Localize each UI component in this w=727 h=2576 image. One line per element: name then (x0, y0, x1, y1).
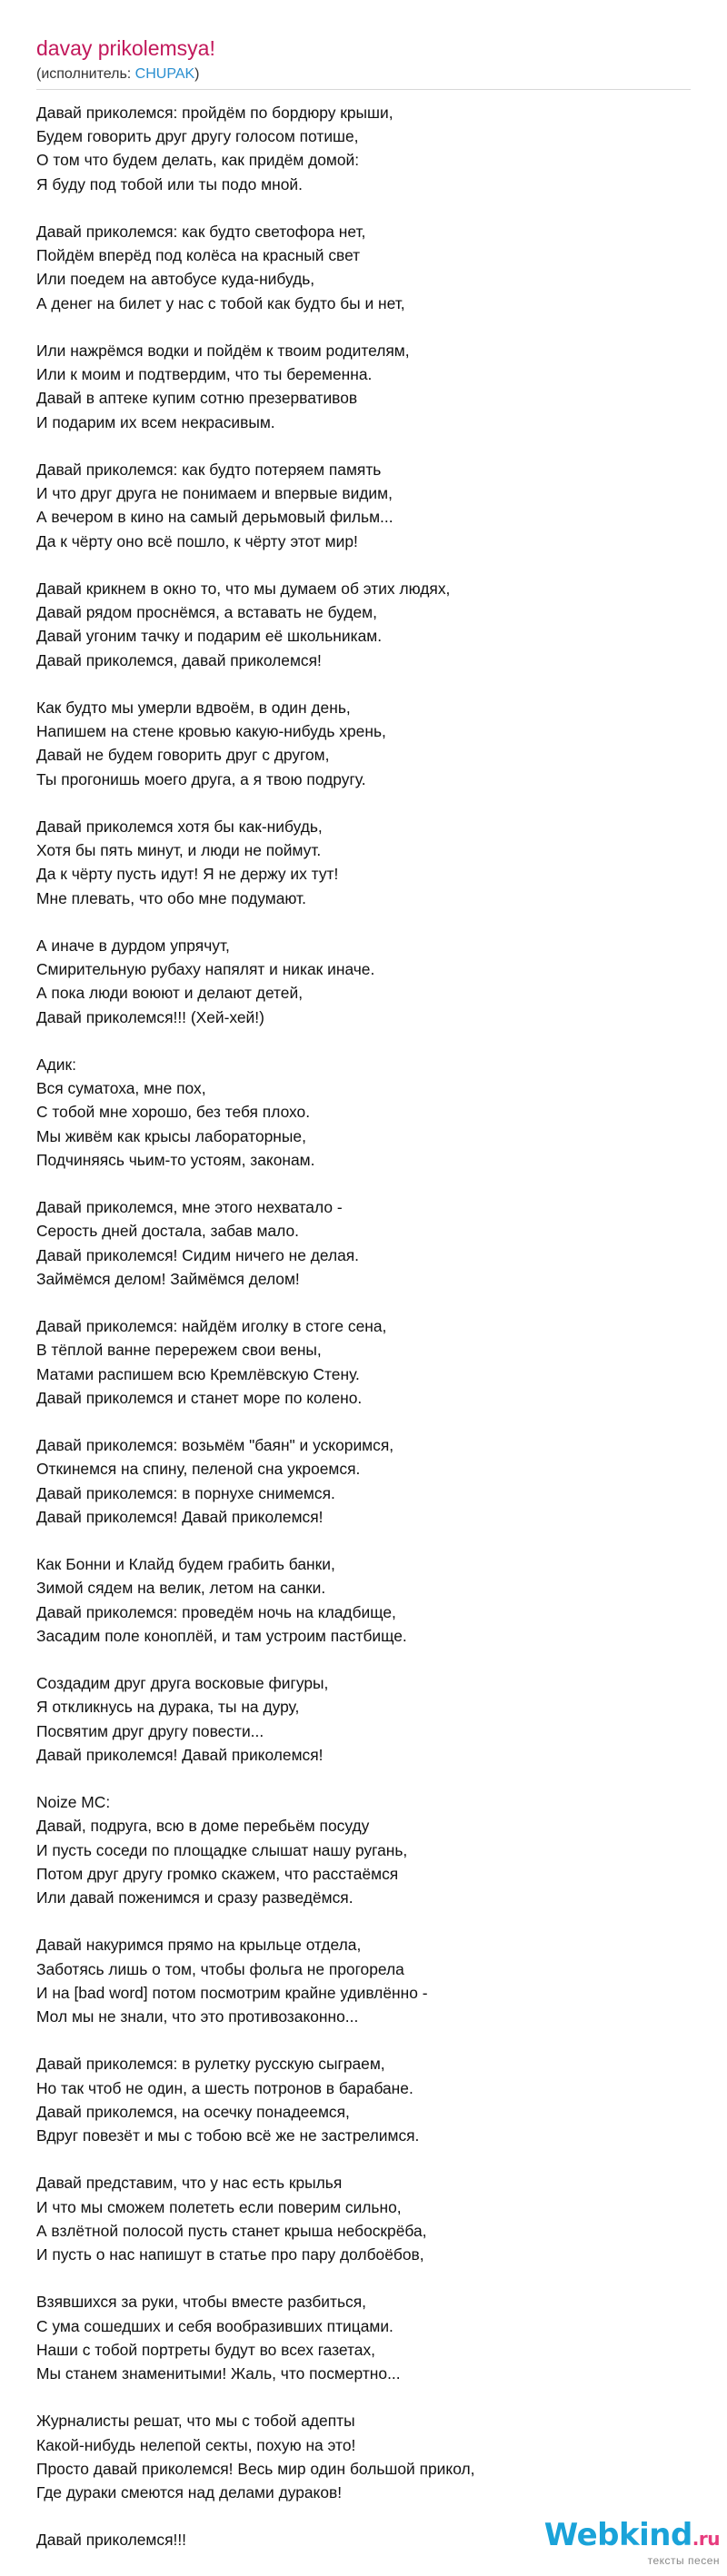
lyric-line: Просто давай приколемся! Весь мир один большой прикол, (36, 2459, 475, 2478)
lyric-line: Хотя бы пять минут, и люди не поймут. (36, 841, 322, 860)
lyric-line: Давай приколемся хотя бы как-нибудь, (36, 817, 323, 836)
lyric-line: Журналисты решат, что мы с тобой адепты (36, 2412, 355, 2431)
lyric-line: Подчиняясь чьим-то устоям, законам. (36, 1150, 315, 1169)
lyric-line: Давай приколемся: пройдём по бордюру крыши, (36, 104, 393, 122)
lyric-line: Давай крикнем в окно то, что мы думаем об этих людях, (36, 580, 451, 598)
lyric-line: Засадим поле коноплёй, и там устроим пастбище. (36, 1626, 407, 1645)
stanza (36, 1195, 691, 1291)
lyric-line: Давай приколемся: найдём иголку в стоге сена, (36, 1317, 387, 1336)
lyric-line: Наши с тобой портреты будут во всех газетах, (36, 2340, 375, 2359)
artist-prefix: (исполнитель: (36, 66, 135, 82)
lyric-line: Или к моим и подтвердим, что ты беременна. (36, 365, 373, 384)
lyric-line: Потом друг другу громко скажем, что расстаёмся (36, 1864, 399, 1883)
lyric-line: Создадим друг друга восковые фигуры, (36, 1674, 329, 1693)
lyric-line: Заботясь лишь о том, чтобы фольга не прогорела (36, 1959, 404, 1978)
lyric-line: Я буду под тобой или ты подо мной. (36, 174, 303, 193)
divider (36, 89, 691, 90)
lyric-line: Давай приколемся, мне этого нехватало - (36, 1198, 343, 1217)
stanza (36, 815, 691, 910)
stanza (36, 339, 691, 434)
logo-main: Webkind (543, 2517, 692, 2553)
lyric-line: Давай не будем говорить друг с другом, (36, 746, 330, 765)
lyric-line: Давай приколемся! Сидим ничего не делая. (36, 1245, 360, 1264)
lyric-line: Какой-нибудь нелепой секты, похую на это! (36, 2435, 356, 2454)
lyric-line: Мол мы не знали, что это противозаконно... (36, 2007, 359, 2026)
stanza (36, 101, 691, 196)
stanza (36, 1433, 691, 1529)
logo-domain: .ru (692, 2528, 720, 2550)
lyric-line: Давай представим, что у нас есть крылья (36, 2174, 343, 2193)
stanza (36, 2171, 691, 2266)
stanza (36, 1933, 691, 2028)
lyric-line: Или давай поженимся и сразу разведёмся. (36, 1888, 354, 1907)
lyrics-text (36, 101, 691, 2552)
lyric-line: Давай рядом проснёмся, а вставать не будем, (36, 603, 377, 622)
lyric-line: И на [bad word] потом посмотрим крайне удивлённо - (36, 1983, 428, 2002)
lyric-line: Да к чёрту пусть идут! Я не держу их тут! (36, 865, 339, 884)
lyric-line: С тобой мне хорошо, без тебя плохо. (36, 1103, 311, 1122)
lyric-line: И что мы сможем полететь если поверим сильно, (36, 2197, 402, 2216)
lyric-line: Взявшихся за руки, чтобы вместе разбиться, (36, 2293, 366, 2312)
lyric-line: Матами распишем всю Кремлёвскую Стену. (36, 1364, 360, 1383)
lyric-line: Давай приколемся и станет море по колено. (36, 1388, 363, 1407)
lyric-line: Давай накуримся прямо на крыльце отдела, (36, 1936, 362, 1955)
lyric-line: Мы живём как крысы лабораторные, (36, 1126, 306, 1145)
site-logo[interactable] (544, 2518, 720, 2567)
lyric-line: Давай приколемся, на осечку понадеемся, (36, 2102, 350, 2121)
logo-tagline: тексты песен (647, 2554, 720, 2567)
lyric-line: Давай приколемся! Давай приколемся! (36, 1507, 324, 1526)
lyric-line: А вечером в кино на самый дерьмовый фильм... (36, 508, 393, 527)
stanza (36, 1314, 691, 1410)
lyric-line: Пойдём вперёд под колёса на красный свет (36, 246, 361, 265)
lyric-line: Ты прогонишь моего друга, а я твою подругу. (36, 769, 366, 788)
stanza (36, 2290, 691, 2385)
lyric-line: Давай приколемся!!! (Хей-хей!) (36, 1007, 264, 1026)
lyric-line: Noize MC: (36, 1793, 111, 1812)
lyric-line: Давай, подруга, всю в доме перебьём посуду (36, 1817, 370, 1836)
lyric-line: Давай в аптеке купим сотню презервативов (36, 389, 358, 408)
lyric-line: Я откликнусь на дурака, ты на дуру, (36, 1698, 300, 1717)
artist-line (36, 65, 691, 84)
lyric-line: Где дураки смеются над делами дураков! (36, 2483, 343, 2502)
lyric-line: О том что будем делать, как придём домой: (36, 151, 360, 170)
lyric-line: Давай приколемся! Давай приколемся! (36, 1745, 324, 1764)
lyric-line: А пока люди воюют и делают детей, (36, 984, 304, 1003)
lyric-line: А денег на билет у нас с тобой как будто бы и нет, (36, 293, 405, 312)
lyric-line: Или поедем на автобусе куда-нибудь, (36, 270, 315, 289)
lyric-line: Напишем на стене кровью какую-нибудь хрень, (36, 722, 386, 741)
lyric-line: Давай приколемся!!! (36, 2531, 186, 2550)
lyric-line: Вся суматоха, мне пох, (36, 1079, 206, 1098)
stanza (36, 2409, 691, 2504)
lyric-line: Посвятим друг другу повести... (36, 1721, 264, 1740)
lyric-line: А иначе в дурдом упрячут, (36, 936, 230, 955)
lyric-line: Мы станем знаменитыми! Жаль, что посмертно... (36, 2364, 401, 2383)
lyric-line: А взлётной полосой пусть станет крыша небоскрёба, (36, 2221, 427, 2240)
lyric-line: Мне плевать, что обо мне подумают. (36, 888, 306, 907)
stanza (36, 2052, 691, 2147)
stanza (36, 696, 691, 791)
lyric-line: Давай приколемся: в порнухе снимемся. (36, 1483, 335, 1502)
lyric-line: И пусть соседи по площадке слышат нашу ругань, (36, 1840, 408, 1859)
lyric-line: Или нажрёмся водки и пойдём к твоим родителям, (36, 342, 410, 360)
stanza (36, 577, 691, 672)
lyric-line: Давай приколемся: как будто потеряем память (36, 461, 382, 479)
lyric-line: Будем говорить друг другу голосом потише, (36, 127, 359, 146)
song-title: davay prikolemsya! (36, 36, 215, 60)
stanza (36, 1552, 691, 1648)
logo-text (544, 2518, 720, 2556)
artist-link[interactable]: CHUPAK (134, 66, 195, 82)
lyric-line: Давай угоним тачку и подарим её школьникам. (36, 627, 383, 646)
lyric-line: Да к чёрту оно всё пошло, к чёрту этот мир! (36, 531, 358, 550)
lyric-line: Но так чтоб не один, а шесть потронов в барабане. (36, 2078, 413, 2097)
lyric-line: Адик: (36, 1055, 76, 1074)
lyric-line: Вдруг повезёт и мы с тобою всё же не застрелимся. (36, 2126, 420, 2145)
lyric-line: Как будто мы умерли вдвоём, в один день, (36, 698, 351, 717)
lyric-line: Давай приколемся, давай приколемся! (36, 650, 322, 669)
lyric-line: И подарим их всем некрасивым. (36, 412, 275, 431)
lyric-line: Займёмся делом! Займёмся делом! (36, 1269, 300, 1288)
lyric-line: В тёплой ванне перережем свои вены, (36, 1341, 322, 1360)
lyric-line: Давай приколемся: как будто светофора нет, (36, 223, 366, 241)
artist-suffix: ) (194, 66, 200, 82)
lyric-line: И пусть о нас напишут в статье про пару долбоёбов, (36, 2245, 424, 2264)
stanza (36, 220, 691, 315)
lyric-line: Откинемся на спину, пеленой сна укроемся. (36, 1460, 361, 1479)
lyric-line: Смирительную рубаху напялят и никак иначе. (36, 960, 375, 979)
lyrics-container (36, 35, 691, 2576)
lyric-line: И что друг друга не понимаем и впервые видим, (36, 484, 393, 503)
stanza (36, 458, 691, 553)
lyric-line: Давай приколемся: проведём ночь на кладбище, (36, 1602, 396, 1621)
lyric-line: Давай приколемся: возьмём "баян" и ускоримся, (36, 1436, 394, 1455)
stanza (36, 1790, 691, 1909)
lyric-line: Зимой сядем на велик, летом на санки. (36, 1579, 326, 1598)
lyric-line: Серость дней достала, забав мало. (36, 1222, 299, 1241)
lyric-line: С ума сошедших и себя вообразивших птицами. (36, 2316, 393, 2335)
stanza (36, 934, 691, 1029)
stanza (36, 1053, 691, 1172)
stanza (36, 1671, 691, 1767)
lyric-line: Давай приколемся: в рулетку русскую сыграем, (36, 2055, 385, 2074)
lyric-line: Как Бонни и Клайд будем грабить банки, (36, 1555, 335, 1574)
